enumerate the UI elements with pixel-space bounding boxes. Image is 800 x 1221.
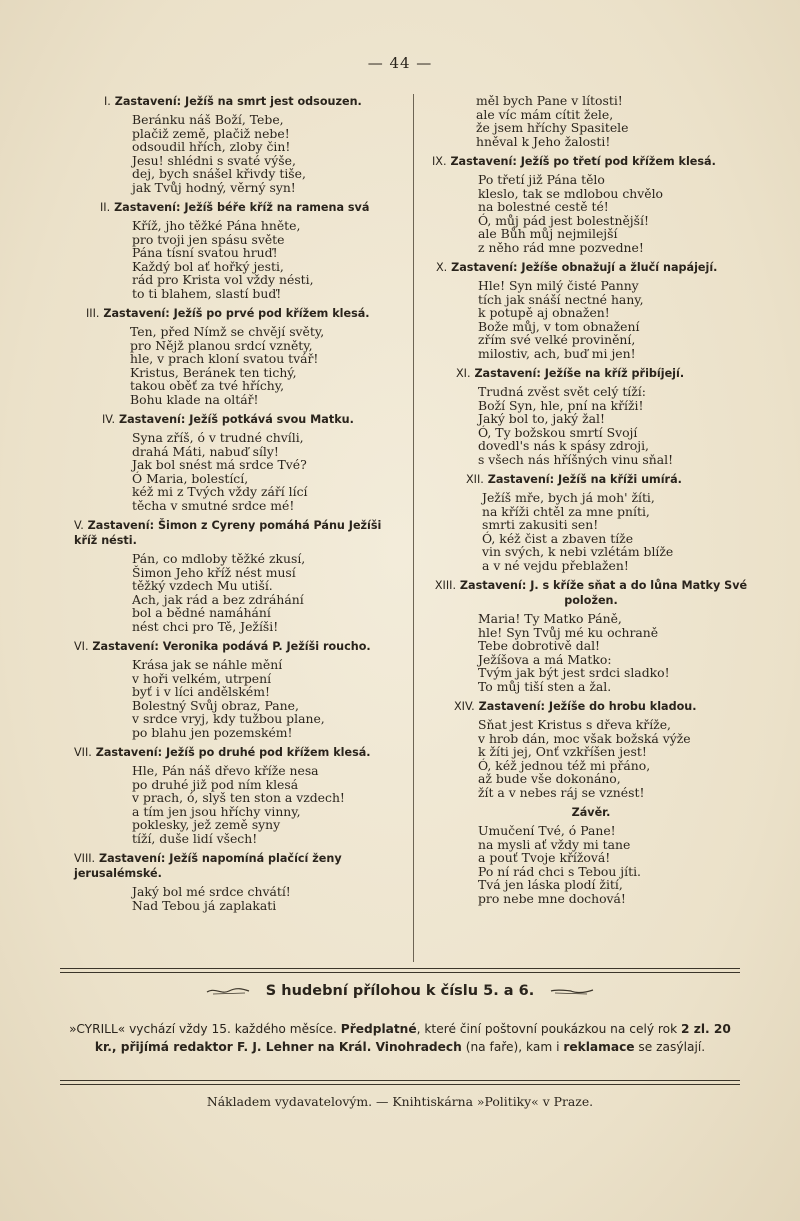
station: [426, 366, 756, 466]
station-heading: [74, 639, 404, 654]
verse-line: hle, v prach kloní svatou tvář!: [130, 351, 319, 366]
station-title: Zastavení: Ježíš napomíná plačící ženy jerusalémské.: [74, 852, 342, 880]
station-title: Zastavení: Ježíš béře kříž na ramena svá: [114, 201, 370, 214]
stanza: [74, 552, 404, 633]
verse-line: Tvá jen láska plodí žití,: [478, 877, 623, 892]
station-heading: [426, 260, 756, 275]
station-number: XII.: [466, 473, 484, 486]
verse-line: Nad Tebou já zaplakati: [132, 897, 277, 913]
verse-line: zřím své velké provinění,: [478, 332, 636, 347]
verse-line: měl bych Pane v lítosti!: [476, 93, 623, 108]
verse-line: Maria! Ty Matko Páně,: [478, 611, 622, 626]
verse-line: že jsem hříchy Spasitele: [476, 120, 629, 135]
verse-line: Syna zříš, ó v trudné chvíli,: [132, 430, 304, 445]
verse-line: drahá Máti, nabuď síly!: [132, 443, 279, 459]
verse-line: Jaký bol to, jaký žal!: [478, 411, 605, 426]
station-heading: [426, 366, 756, 381]
stanza: [74, 325, 404, 406]
station-heading: [426, 578, 756, 608]
verse-line: plačiž země, plačiž nebe!: [132, 125, 290, 141]
station: [74, 200, 404, 300]
info-text-4: se zasýlají.: [634, 1040, 706, 1054]
verse-line: dej, bych snášel křivdy tiše,: [132, 166, 306, 181]
station-title: Zastavení: Ježíš po prvé pod křížem klesá.: [103, 307, 370, 320]
verse-line: Ó, kéž jednou též mi přáno,: [478, 757, 651, 773]
station-heading: [426, 699, 756, 714]
verse-line: bol a bědné namáhání: [132, 605, 271, 620]
verse-line: Ó, můj pád jest bolestnější!: [478, 212, 649, 228]
stanza: [426, 173, 756, 254]
verse-line: Jesu! shlédni s svaté výše,: [132, 152, 296, 168]
verse-line: po druhé již pod ním klesá: [132, 776, 299, 792]
verse-line: Jaký bol mé srdce chvátí!: [132, 884, 291, 899]
stanza: [426, 718, 756, 799]
supplement-note: [0, 983, 800, 999]
station-title: Závěr.: [571, 806, 611, 819]
verse-line: k potupě aj obnažen!: [478, 305, 610, 320]
verse-line: jak Tvůj hodný, věrný syn!: [132, 179, 296, 195]
verse-line: Ježíš mře, bych já moh' žíti,: [482, 490, 655, 505]
right-column: [426, 94, 756, 911]
verse-line: Po třetí již Pána tělo: [478, 172, 605, 187]
verse-line: hněval k Jeho žalosti!: [476, 133, 611, 149]
station: [426, 805, 756, 905]
station: [74, 412, 404, 512]
verse-line: Ten, před Nímž se chvějí světy,: [130, 324, 325, 339]
verse-line: těžký vzdech Mu utiší.: [132, 578, 273, 593]
verse-line: žít a v nebes ráj se vznést!: [478, 784, 645, 800]
left-ornament-icon: [205, 985, 251, 997]
stanza: [74, 113, 404, 194]
verse-line: Šimon Jeho kříž nést musí: [132, 564, 296, 580]
verse-line: těcha v smutné srdce mé!: [132, 497, 295, 513]
station-heading: [74, 306, 404, 321]
verse-line: hle! Syn Tvůj mé ku ochraně: [478, 624, 659, 640]
verse-line: Tebe dobrotivě dal!: [478, 638, 601, 653]
station: [74, 306, 404, 406]
verse-line: rád pro Krista vol vždy nésti,: [132, 272, 314, 287]
supplement-text: S hudební přílohou k číslu 5. a 6.: [265, 983, 535, 999]
verse-line: dovedl's nás k spásy zdroji,: [478, 438, 649, 453]
verse-line: milostiv, ach, buď mi jen!: [478, 345, 636, 361]
verse-line: Beránku náš Boží, Tebe,: [132, 112, 284, 127]
stanza: [74, 431, 404, 512]
verse-line: tích jak snáší nectné hany,: [478, 291, 644, 307]
station-number: VIII.: [74, 852, 96, 865]
station: [74, 639, 404, 739]
station-number: IV.: [102, 413, 116, 426]
verse-line: Kříž, jho těžké Pána hněte,: [132, 218, 301, 233]
station-title: Zastavení: Ježíš potkává svou Matku.: [118, 413, 354, 426]
verse-line: Ach, jak rád a bez zdráhání: [132, 591, 304, 607]
stanza: [74, 219, 404, 300]
station-heading: [74, 745, 404, 760]
verse-line: byť i v líci andělském!: [132, 684, 270, 699]
left-column: [74, 94, 404, 918]
verse-line: s všech nás hříšných vinu sňal!: [478, 451, 674, 467]
page-number: — 44 —: [367, 54, 433, 72]
station-number: VI.: [74, 640, 89, 653]
stanza: [74, 764, 404, 845]
stanza: [426, 385, 756, 466]
station-number: XIV.: [454, 700, 475, 713]
station-title: Zastavení: Ježíše do hrobu kladou.: [478, 700, 697, 713]
stanza: [426, 612, 756, 693]
station-heading: [426, 154, 756, 169]
verse-line: Trudná zvěst svět celý tíží:: [478, 384, 646, 399]
station: [426, 699, 756, 799]
verse-line: Boží Syn, hle, pní na kříži!: [478, 397, 644, 413]
station: [74, 851, 404, 912]
verse-line: v prach, ó, slyš ten ston a vzdech!: [132, 790, 345, 805]
station-heading: [74, 200, 404, 215]
station: [74, 94, 404, 194]
station: [74, 745, 404, 845]
double-rule-top: [60, 968, 740, 973]
stanza: [426, 279, 756, 360]
station-number: I.: [104, 95, 111, 108]
station-number: VII.: [74, 746, 92, 759]
verse-line: Tvým jak být jest srdci sladko!: [478, 665, 670, 680]
station-title: Zastavení: Ježíš na smrt jest odsouzen.: [114, 95, 362, 108]
verse-line: až bude vše dokonáno,: [478, 771, 621, 786]
verse-line: kéž mi z Tvých vždy září lící: [132, 484, 308, 499]
station-title: Zastavení: Ježíše na kříž přibíjejí.: [474, 367, 685, 380]
verse-line: Kristus, Beránek ten tichý,: [130, 364, 297, 380]
station-number: X.: [436, 261, 448, 274]
verse-line: a pouť Tvoje křížová!: [478, 850, 611, 865]
station-title: Zastavení: Ježíše obnažují a žlučí napájejí.: [451, 261, 718, 274]
station: [426, 154, 756, 254]
imprint-footer: Nákladem vydavatelovým. — Knihtiskárna »Politiky« v Praze.: [206, 1094, 594, 1109]
verse-line: po blahu jen pozemském!: [132, 724, 293, 740]
verse-line: pro nebe mne dochová!: [478, 890, 626, 906]
verse-line: ale Bůh můj nejmilejší: [478, 226, 618, 241]
verse-line: poklesky, jež země syny: [132, 817, 281, 832]
station-number: XI.: [456, 367, 471, 380]
verse-line: z něho rád mne pozvedne!: [478, 239, 644, 255]
verse-line: To můj tiší sten a žal.: [478, 678, 612, 694]
info-bold-2: 2 zl. 20 kr., přijímá redaktor F. J. Lehner na Král. Vinohradech: [94, 1022, 731, 1054]
verse-line: ale víc mám cítit žele,: [476, 106, 614, 122]
verse-line: Hle! Syn milý čisté Panny: [478, 278, 639, 293]
station: [426, 472, 756, 572]
verse-line: v srdce vryj, kdy tužbou plane,: [132, 711, 325, 726]
verse-line: Bolestný Svůj obraz, Pane,: [132, 697, 299, 713]
verse-line: to ti blahem, slastí buď!: [132, 285, 282, 301]
station: [426, 578, 756, 693]
station: [426, 260, 756, 360]
verse-line: v hrob dán, moc však božská výže: [478, 730, 691, 746]
info-text-1: »CYRILL« vychází vždy 15. každého měsíce.: [69, 1022, 341, 1036]
verse-line: a tím jen jsou hříchy vinny,: [132, 803, 301, 819]
verse-line: Jak bol snést má srdce Tvé?: [132, 457, 307, 472]
verse-line: Ó Maria, bolestící,: [132, 470, 249, 486]
station-heading: [74, 412, 404, 427]
station-number: II.: [100, 201, 111, 214]
verse-line: a v né vejdu přeblažen!: [482, 557, 629, 573]
info-bold-3: reklamace: [563, 1040, 635, 1054]
station-number: III.: [86, 307, 100, 320]
station-heading: [74, 518, 404, 548]
verse-line: Po ní rád chci s Tebou jíti.: [478, 863, 641, 879]
station-number: IX.: [432, 155, 447, 168]
verse-line: vin svých, k nebi vzlétám blíže: [482, 544, 674, 559]
verse-line: Umučení Tvé, ó Pane!: [478, 823, 616, 838]
verse-line: odsoudil hřích, zloby čin!: [132, 139, 291, 154]
info-text-2: , které činí poštovní poukázkou na celý rok: [416, 1022, 682, 1036]
verse-line: Bohu klade na oltář!: [130, 391, 259, 407]
station-number: V.: [74, 519, 84, 532]
station-heading: [74, 94, 404, 109]
station: [74, 518, 404, 633]
double-rule-bottom: [60, 1080, 740, 1085]
verse-line: Každý bol ať hořký jesti,: [132, 258, 284, 274]
verse-line: pro Nějž planou srdcí vzněty,: [130, 337, 313, 353]
station-number: XIII.: [434, 579, 457, 592]
info-bold-1: Předplatné: [340, 1022, 417, 1036]
verse-line: tíží, duše lidí všech!: [132, 830, 258, 846]
subscription-info: [60, 1020, 740, 1056]
verse-line: Hle, Pán náš dřevo kříže nesa: [132, 763, 319, 778]
stanza: [74, 885, 404, 912]
station-title: Zastavení: Ježíš po třetí pod křížem klesá.: [450, 155, 716, 168]
stanza: [426, 94, 756, 148]
station-title: Zastavení: Veronika podává P. Ježíši roucho.: [92, 640, 371, 653]
verse-line: pro tvoji jen spásu světe: [132, 231, 285, 247]
verse-line: smrti zakusiti sen!: [482, 517, 599, 532]
verse-line: na mysli ať vždy mi tane: [478, 836, 631, 852]
info-text-3: (na faře), kam i: [461, 1040, 564, 1054]
verse-line: Ježíšova a má Matko:: [478, 651, 612, 667]
verse-line: Pána tísní svatou hruď!: [132, 245, 278, 260]
verse-line: takou oběť za tvé hříchy,: [130, 378, 285, 393]
verse-line: Bože můj, v tom obnažení: [478, 318, 640, 334]
verse-line: na kříži chtěl za mne pníti,: [482, 503, 650, 519]
station-title: Zastavení: Ježíš po druhé pod křížem klesá.: [95, 746, 371, 759]
verse-line: v hoři velkém, utrpení: [132, 670, 272, 686]
station-title: Zastavení: Ježíš na kříži umírá.: [487, 473, 682, 486]
right-ornament-icon: [549, 985, 595, 997]
verse-line: Sňat jest Kristus s dřeva kříže,: [478, 717, 671, 732]
verse-line: Pán, co mdloby těžké zkusí,: [132, 551, 306, 566]
station-title: Zastavení: J. s kříže sňat a do lůna Matky Své položen.: [459, 579, 748, 607]
verse-line: Ó, Ty božskou smrtí Svojí: [478, 424, 638, 440]
verse-line: Krása jak se náhle mění: [132, 657, 283, 672]
station-title: Zastavení: Šimon z Cyreny pomáhá Pánu Ježíši kříž nésti.: [74, 519, 382, 547]
station-heading: [74, 851, 404, 881]
verse-line: k žíti jej, Onť vzkříšen jest!: [478, 744, 647, 759]
station-heading: [426, 805, 756, 820]
verse-line: Ó, kéž čist a zbaven tíže: [482, 530, 634, 546]
stanza: [426, 491, 756, 572]
column-divider: [413, 94, 414, 962]
station-heading: [426, 472, 756, 487]
stanza: [74, 658, 404, 739]
stanza: [426, 824, 756, 905]
verse-line: na bolestné cestě té!: [478, 199, 609, 214]
verse-line: nést chci pro Tě, Ježíši!: [132, 618, 279, 634]
verse-line: kleslo, tak se mdlobou chvělo: [478, 185, 663, 201]
